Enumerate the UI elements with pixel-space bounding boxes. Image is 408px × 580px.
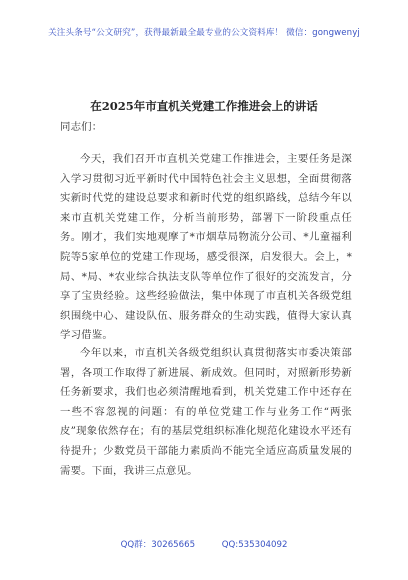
paragraph-2: 今年以来，市直机关各级党组织认真贯彻落实市委决策部署，各项工作取得了新进展、新成效。但同时，对照新形势新任务新要求，我们也必须清醒地看到，机关党建工作中还存在一些不容忽视的问题：有的单位党建工作与业务工作“两张皮”现象依然存在；有的基层党组织标准化规范化建设水平还有待提升；少数党员干部能力素质尚不能完全适应高质量发展的需要。下面，我讲三点意见。 (60, 347, 352, 477)
paragraph-1: 今天，我们召开市直机关党建工作推进会，主要任务是深入学习贯彻习近平新时代中国特色社会主义思想，全面贯彻落实新时代党的建设总要求和新时代党的组织路线，总结今年以来市直机关党建工作，分析当前形势，部署下一阶段重点任务。刚才，我们实地观摩了*市烟草局物流分公司、*儿童福利院等5家单位的党建工作现场，感受很深，启发很大。会上，*局、*局、*农业综合执法支队等单位作了很好的交流发言，分享了宝贵经验。这些经验做法，集中体现了市直机关各级党组织围绕中心、建设队伍、服务群众的生动实践，值得大家认真学习借鉴。 (60, 153, 352, 342)
footer-contact (0, 538, 408, 550)
footer-qq: QQ:535304092 (221, 540, 288, 550)
greeting: 同志们： (60, 121, 103, 133)
document-title: 在2025年市直机关党建工作推进会上的讲话 (90, 99, 318, 113)
footer-qq-group: QQ群：30265665 (120, 540, 196, 550)
header-promo-note: 关注头条号“公文研究”，获得最新最全最专业的公文资料库！ 微信：gongwenyj (48, 28, 360, 38)
